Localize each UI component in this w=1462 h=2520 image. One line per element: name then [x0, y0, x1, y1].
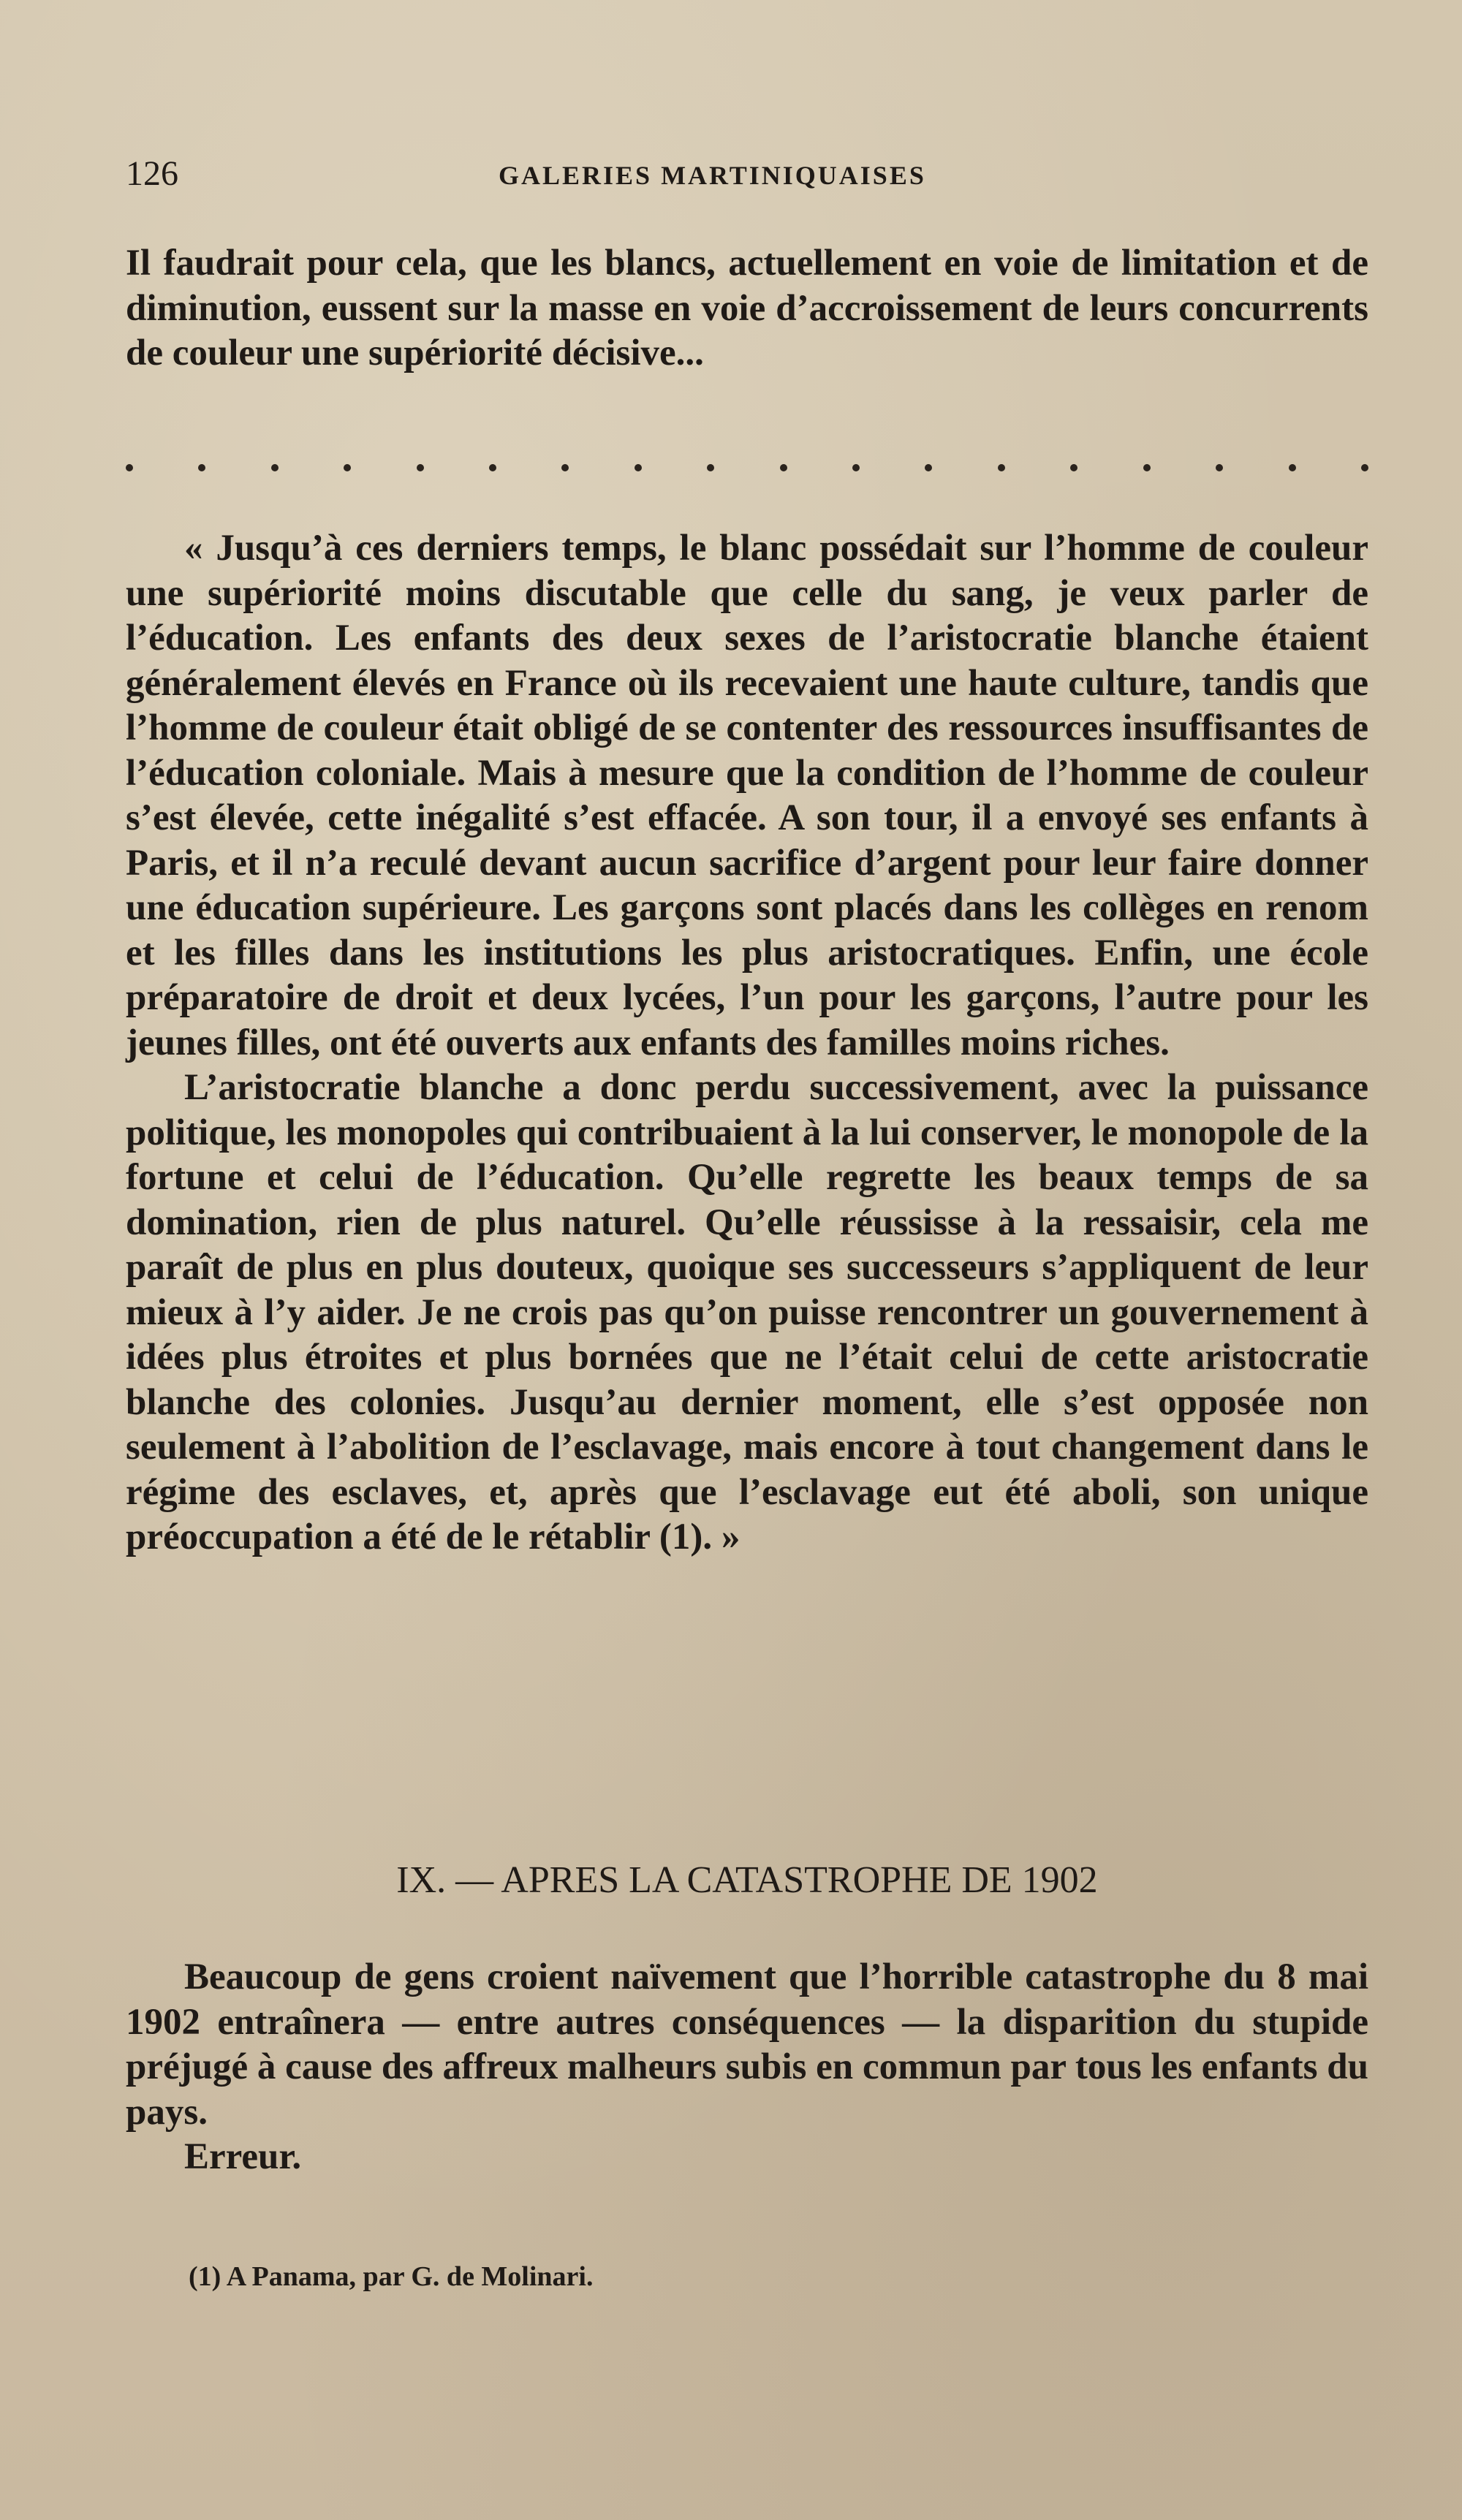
separator-dot [998, 464, 1005, 471]
separator-dot [925, 464, 932, 471]
paragraph-1-block [126, 241, 1368, 376]
paragraph-1: Il faudrait pour cela, que les blancs, actuellement en voie de limitation et de diminution, eussent sur la masse en voie d’accroissement de leurs concurrents de couleur une supériorité décisive... [126, 243, 1368, 373]
ellipsis-separator [126, 449, 1368, 486]
section-heading: IX. — APRES LA CATASTROPHE DE 1902 [396, 1859, 1098, 1901]
paragraph-4: Beaucoup de gens croient naïvement que l’horrible catastrophe du 8 mai 1902 entraînera — entre autres conséquences — la disparition du stupide préjugé à cause des affreux malheurs subis en commun par tous les enfants du pays. [126, 1957, 1368, 2133]
separator-dot [780, 464, 787, 471]
separator-dot [126, 464, 133, 471]
separator-dot [852, 464, 860, 471]
separator-dot [1216, 464, 1223, 471]
separator-dot [344, 464, 351, 471]
separator-dot [635, 464, 642, 471]
separator-dot [417, 464, 424, 471]
page-number: 126 [126, 154, 178, 193]
footnote: (1) A Panama, par G. de Molinari. [189, 2261, 594, 2292]
separator-dot [1289, 464, 1296, 471]
separator-dot [1143, 464, 1151, 471]
separator-dot [1361, 464, 1368, 471]
running-title: GALERIES MARTINIQUAISES [499, 161, 926, 190]
paragraph-5: Erreur. [184, 2136, 302, 2177]
separator-dot [198, 464, 205, 471]
separator-dot [707, 464, 714, 471]
separator-dot [561, 464, 569, 471]
quotation-block [126, 526, 1368, 1560]
separator-dot [1070, 464, 1077, 471]
separator-dot [489, 464, 496, 471]
separator-dot [271, 464, 279, 471]
paragraph-3: L’aristocratie blanche a donc perdu successivement, avec la puissance politique, les monopoles qui contribuaient à la lui conserver, le monopole de la fortune et celui de l’éducation. Qu’elle regrette les beaux temps de sa domination, rien de plus naturel. Qu’elle réussisse à la ressaisir, cela me paraît de plus en plus douteux, quoique ses successeurs s’appliquent de leur mieux à l’y aider. Je ne crois pas qu’on puisse rencontrer un gouvernement à idées plus étroites et plus bornées que ne l’était celui de cette aristocratie blanche des colonies. Jusqu’au dernier moment, elle s’est opposée non seulement à l’abolition de l’esclavage, mais encore à tout changement dans le régime des esclaves, et, après que l’esclavage eut été aboli, son unique préoccupation a été de le rétablir (1). » [126, 1067, 1368, 1557]
paragraph-2: « Jusqu’à ces derniers temps, le blanc possédait sur l’homme de couleur une supériorité moins discutable que celle du sang, je veux parler de l’éducation. Les enfants des deux sexes de l’aristocratie blanche étaient généralement élevés en France où ils recevaient une haute culture, tandis que l’homme de couleur était obligé de se contenter des ressources insuffisantes de l’éducation coloniale. Mais à mesure que la condition de l’homme de couleur s’est élevée, cette inégalité s’est effacée. A son tour, il a envoyé ses enfants à Paris, et il n’a reculé devant aucun sacrifice d’argent pour leur faire donner une éducation supérieure. Les garçons sont placés dans les collèges en renom et les filles dans les institutions les plus aristocratiques. Enfin, une école préparatoire de droit et deux lycées, l’un pour les garçons, l’autre pour les jeunes filles, ont été ouverts aux enfants des familles moins riches. [126, 528, 1368, 1063]
section-body [126, 1955, 1368, 2180]
page-header [126, 152, 1368, 196]
